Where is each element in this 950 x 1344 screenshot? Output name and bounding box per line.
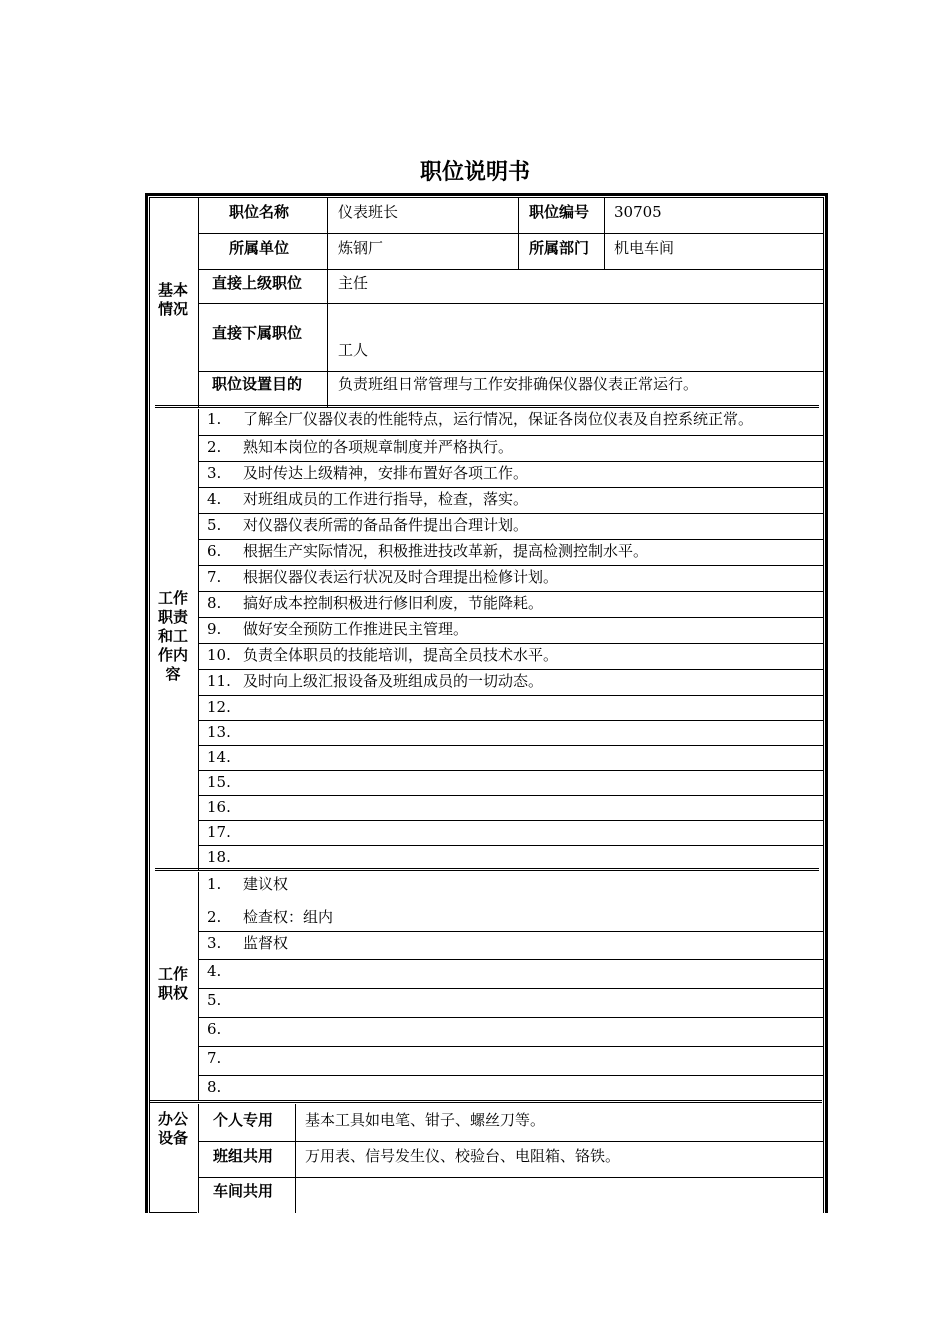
team-label: 班组共用: [213, 1147, 274, 1165]
list-item-number: 2.: [207, 908, 222, 926]
list-item-number: 12.: [207, 698, 231, 716]
list-item: [207, 567, 558, 587]
list-item-number: 13.: [207, 723, 231, 741]
list-item: [207, 489, 528, 509]
list-item-number: 3.: [207, 464, 222, 482]
dept-value: 机电车间: [614, 239, 675, 257]
form-frame-inner: [149, 197, 824, 1213]
list-item: [207, 463, 528, 483]
list-item: [207, 772, 243, 792]
page-title: 职位说明书: [419, 160, 530, 185]
list-item: [207, 747, 243, 767]
list-item: [207, 1019, 243, 1039]
personal-value: 基本工具如电笔、钳子、螺丝刀等。: [305, 1111, 546, 1129]
list-item-number: 15.: [207, 773, 231, 791]
list-item-number: 5.: [207, 991, 222, 1009]
list-item-number: 14.: [207, 748, 231, 766]
list-item-text: 熟知本岗位的各项规章制度并严格执行。: [243, 438, 514, 456]
section-authority: 工作 职权: [157, 965, 188, 1002]
list-item-text: 做好安全预防工作推进民主管理。: [243, 620, 469, 638]
list-item: [207, 541, 648, 561]
list-item-number: 9.: [207, 620, 222, 638]
list-item: [207, 671, 543, 691]
list-item-number: 8.: [207, 594, 222, 612]
list-item-number: 7.: [207, 1049, 222, 1067]
position-code-label: 职位编号: [529, 203, 590, 221]
list-item-text: 检查权：组内: [243, 908, 334, 926]
list-item: [207, 697, 243, 717]
list-item-text: 根据仪器仪表运行状况及时合理提出检修计划。: [243, 568, 559, 586]
list-item-number: 1.: [207, 410, 222, 428]
list-item: [207, 990, 243, 1010]
list-item: [207, 822, 243, 842]
list-item-number: 8.: [207, 1078, 222, 1096]
list-item-number: 7.: [207, 568, 222, 586]
list-item-text: 对班组成员的工作进行指导，检查，落实。: [243, 490, 529, 508]
list-item-number: 4.: [207, 962, 222, 980]
list-item-text: 对仪器仪表所需的备品备件提出合理计划。: [243, 516, 529, 534]
purpose-label: 职位设置目的: [212, 375, 303, 393]
list-item-text: 搞好成本控制积极进行修旧利废，节能降耗。: [243, 594, 544, 612]
list-item: [207, 437, 513, 457]
list-item-text: 了解全厂仪器仪表的性能特点，运行情况，保证各岗位仪表及自控系统正常。: [243, 410, 754, 428]
workshop-label: 车间共用: [213, 1182, 274, 1200]
unit-value: 炼钢厂: [338, 239, 384, 257]
section-basic-info: 基本 情况: [157, 281, 188, 318]
position-name-value: 仪表班长: [338, 203, 399, 221]
list-item: [207, 515, 528, 535]
dept-label: 所属部门: [529, 239, 590, 257]
unit-label: 所属单位: [229, 239, 290, 257]
list-item-text: 及时传达上级精神，安排布置好各项工作。: [243, 464, 529, 482]
list-item-text: 负责全体职员的技能培训，提高全员技术水平。: [243, 646, 559, 664]
list-item-number: 18.: [207, 848, 231, 866]
list-item: [207, 797, 243, 817]
list-item: [207, 409, 753, 429]
list-item-number: 3.: [207, 934, 222, 952]
position-code-value: 30705: [614, 203, 662, 221]
superior-value: 主任: [338, 274, 369, 292]
list-item: [207, 961, 243, 981]
list-item-text: 根据生产实际情况，积极推进技改革新，提高检测控制水平。: [243, 542, 649, 560]
list-item-number: 6.: [207, 1020, 222, 1038]
list-item: [207, 1077, 243, 1097]
position-name-label: 职位名称: [229, 203, 290, 221]
subordinate-label: 直接下属职位: [212, 324, 303, 342]
list-item-text: 及时向上级汇报设备及班组成员的一切动态。: [243, 672, 544, 690]
list-item: [207, 645, 558, 665]
list-item-number: 2.: [207, 438, 222, 456]
list-item-number: 4.: [207, 490, 222, 508]
list-item-text: 监督权: [243, 934, 289, 952]
list-item-number: 1.: [207, 875, 222, 893]
list-item: [207, 874, 288, 894]
list-item-text: 建议权: [243, 875, 289, 893]
section-equipment: 办公 设备: [157, 1110, 188, 1147]
list-item: [207, 1048, 243, 1068]
subordinate-value: 工人: [338, 341, 369, 359]
list-item: [207, 619, 468, 639]
section-duties: 工作 职责 和工 作内 容: [157, 589, 188, 683]
superior-label: 直接上级职位: [212, 274, 303, 292]
list-item-number: 17.: [207, 823, 231, 841]
list-item: [207, 722, 243, 742]
list-item: [207, 593, 543, 613]
purpose-value: 负责班组日常管理与工作安排确保仪器仪表正常运行。: [338, 375, 699, 393]
list-item-number: 5.: [207, 516, 222, 534]
list-item: [207, 847, 243, 867]
list-item-number: 6.: [207, 542, 222, 560]
list-item: [207, 933, 288, 953]
personal-label: 个人专用: [213, 1111, 274, 1129]
list-item: [207, 907, 333, 927]
team-value: 万用表、信号发生仪、校验台、电阻箱、铬铁。: [305, 1147, 621, 1165]
list-item-number: 10.: [207, 646, 231, 664]
list-item-number: 16.: [207, 798, 231, 816]
list-item-number: 11.: [207, 672, 231, 690]
